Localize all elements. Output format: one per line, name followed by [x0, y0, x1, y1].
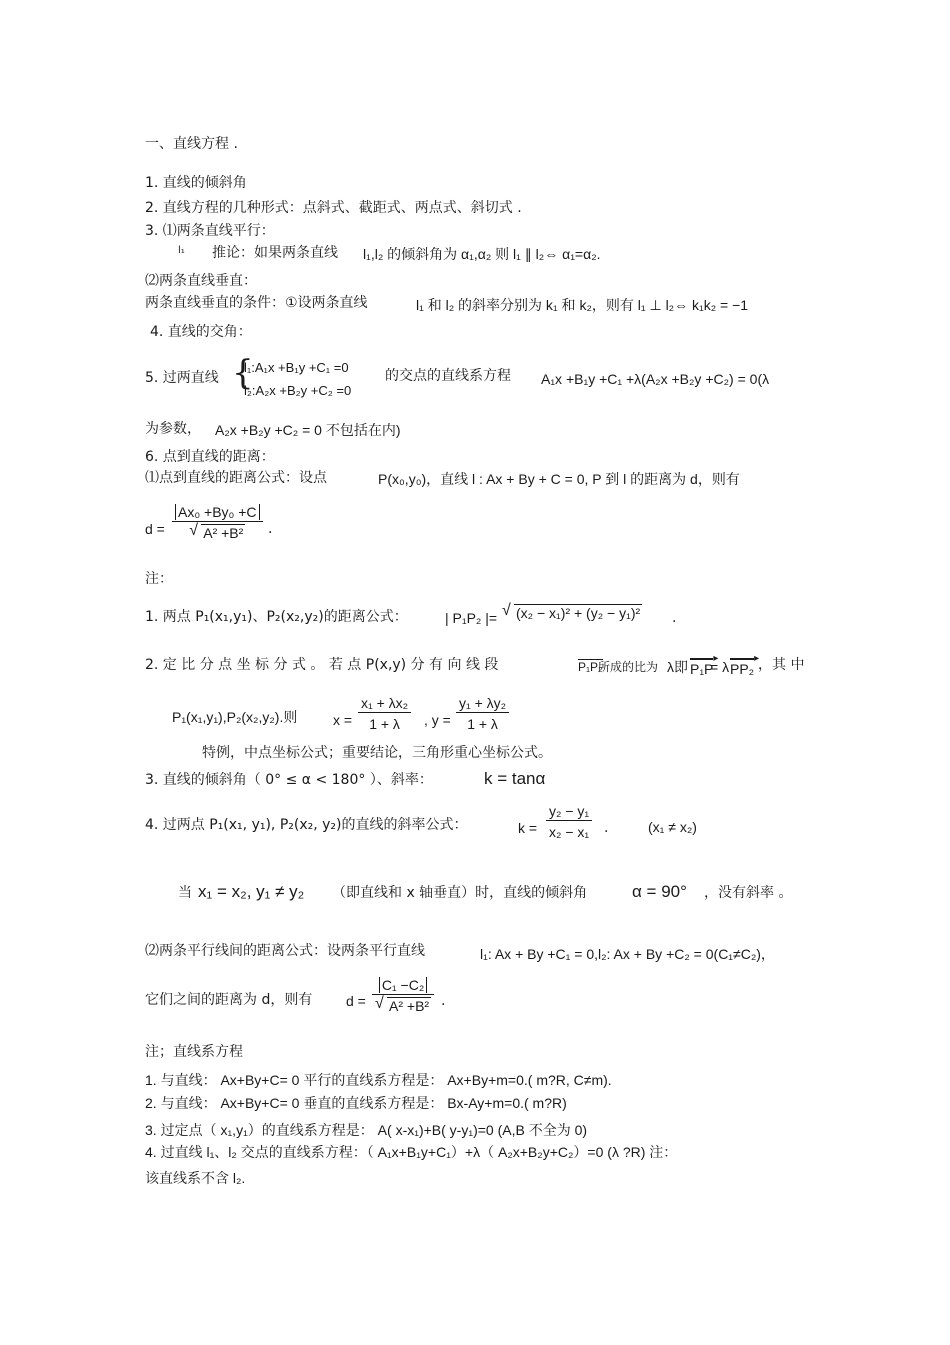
note-2-eq: = λ [710, 659, 730, 675]
family-4: 4. 过直线 l₁、l₂ 交点的直线系方程：（ A₁x+B₁y+C₁）+λ（ A₂x+B₂y+C₂）=0 (λ ?R) 注： [145, 1144, 678, 1160]
system-eq-2: l₂:A₂x +B₂y +C₂ =0 [244, 383, 352, 398]
slope-lhs: k = [518, 820, 538, 836]
note-2-points: P₁(x₁,y₁),P₂(x₂,y₂).则 [172, 709, 298, 725]
vertical-when: 当 [178, 885, 192, 901]
item-2: 2. 直线方程的几种形式：点斜式、截距式、两点式、斜切式 . [145, 200, 522, 216]
item-1: 1. 直线的倾斜角 [145, 175, 247, 191]
distance-formula [172, 503, 263, 542]
parallel-end: . [441, 993, 446, 1009]
corollary-text: 推论：如果两条直线 [212, 245, 338, 261]
distance-numerator: Ax₀ +By₀ +C [175, 504, 260, 520]
item-5-text: 5. 过两直线 [145, 370, 219, 386]
parallel-distance-text: ⑵两条平行线间的距离公式：设两条平行直线 [145, 943, 425, 959]
note-2-vector-2: PP₂ ▸ [730, 658, 754, 678]
family-3: 3. 过定点（ x₁,y₁）的直线系方程是： A( x-x₁)+B( y-y₁)=0 (A,B 不全为 0) [145, 1122, 588, 1138]
distance-text: ⑴点到直线的距离公式：设点 [145, 470, 327, 486]
note-1-sqrt [502, 604, 642, 622]
x-lhs: x = [333, 712, 353, 728]
parallel-result-text: 它们之间的距离为 d，则有 [145, 992, 313, 1008]
system-eq-1: l₁:A₁x +B₁y +C₁ =0 [244, 360, 349, 375]
note-2-text: 2. 定 比 分 点 坐 标 分 式 。 若 点 P(x,y) 分 有 向 线 段 [145, 657, 499, 673]
slope-formula: $\frac{\text{y₂ − y₁}}{\text{x₂ − x₁}}$ [546, 802, 592, 841]
family-2: 2. 与直线： Ax+By+C= 0 垂直的直线系方程是： Bx-Ay+m=0.( m?R) [145, 1095, 567, 1111]
parallel-lhs: d = [346, 993, 366, 1009]
special-case: 特例，中点坐标公式；重要结论，三角形重心坐标公式。 [202, 745, 552, 761]
param-math: A₂x +B₂y +C₂ = 0 不包括在内) [215, 422, 401, 438]
family-5: 该直线系不含 l₂. [145, 1170, 246, 1186]
x-formula: $\frac{\text{x₁ + λx₂}}{1 + \lambda}$ [358, 694, 411, 733]
distance-denominator: A² +B² [203, 525, 244, 541]
family-1: 1. 与直线： Ax+By+C= 0 平行的直线系方程是： Ax+By+m=0.( m?R, C≠m). [145, 1072, 612, 1088]
vertical-angle: α = 90° [632, 882, 687, 901]
note-4-text: 4. 过两点 P₁(x₁, y₁), P₂(x₂, y₂)的直线的斜率公式： [145, 817, 468, 833]
param-text: 为参数， [145, 421, 201, 437]
perpendicular-heading: ⑵两条直线垂直： [145, 273, 257, 289]
section-title: 一、直线方程 . [145, 136, 238, 152]
note-3-slope: k = tanα [484, 769, 546, 788]
system-brace: { [232, 353, 254, 393]
note-2-end: ，其 中 [758, 657, 805, 673]
item-5-equation: A₁x +B₁y +C₁ +λ(A₂x +B₂y +C₂) = 0(λ [541, 371, 770, 387]
note-2-vector-1: P₁P ▸ [690, 658, 713, 678]
note-1-text: 1. 两点 P₁(x₁,y₁)、P₂(x₂,y₂)的距离公式： [145, 609, 408, 625]
vertical-text: （即直线和 x 轴垂直）时，直线的倾斜角 [332, 885, 588, 901]
note-1-end: . [672, 610, 677, 626]
note-heading: 注： [145, 571, 173, 587]
distance-math: P(x₀,y₀)，直线 l : Ax + By + C = 0, P 到 l 的距离为 d，则有 [378, 471, 740, 487]
note-2-ratio-label: 所成的比为 [598, 660, 659, 674]
distance-end: . [268, 521, 273, 537]
item-5-mid: 的交点的直线系方程 [385, 368, 511, 384]
corollary-math: l₁,l₂ 的倾斜角为 α₁,α₂ 则 l₁ ∥ l₂⇔ α₁=α₂. [363, 246, 601, 262]
parallel-distance-math: l₁: Ax + By +C₁ = 0,l₂: Ax + By +C₂ = 0(C₁≠C₂)， [480, 946, 775, 962]
parallel-formula: C₁ −C₂ √ A² +B² [372, 976, 434, 1015]
note-2-segment: P₁P₂ [578, 660, 603, 674]
item-4: 4. 直线的交角： [150, 324, 252, 340]
vertical-condition: x₁ = x₂, y₁ ≠ y₂ [198, 882, 305, 901]
slope-condition: (x₁ ≠ x₂) [648, 819, 697, 835]
l1-mark: l₁ [178, 245, 185, 256]
item-6: 6. 点到直线的距离： [145, 449, 275, 465]
note-2-lambda: λ即 [667, 659, 688, 675]
line-family-heading: 注；直线系方程 [145, 1044, 243, 1060]
perpendicular-math: l₁ 和 l₂ 的斜率分别为 k₁ 和 k₂，则有 l₁ ⊥ l₂⇔ k₁k₂ = −1 [416, 297, 749, 313]
note-1-radicand: (x₂ − x₁)² + (y₂ − y₁)² [516, 605, 641, 621]
note-1-lhs: | P₁P₂ |= [445, 610, 498, 626]
y-formula: $\frac{\text{y₁ + λy₂}}{1 + \lambda}$ [456, 694, 509, 733]
note-3-text: 3. 直线的倾斜角（ 0° ≤ α < 180° ）、斜率： [145, 772, 433, 788]
item-3: 3. ⑴两条直线平行： [145, 223, 275, 239]
distance-lhs: d = [145, 521, 165, 537]
vertical-end: ，没有斜率 。 [704, 885, 793, 901]
slope-end: . [604, 820, 609, 836]
y-lhs: , y = [424, 712, 451, 728]
perpendicular-text: 两条直线垂直的条件：①设两条直线 [145, 295, 368, 311]
